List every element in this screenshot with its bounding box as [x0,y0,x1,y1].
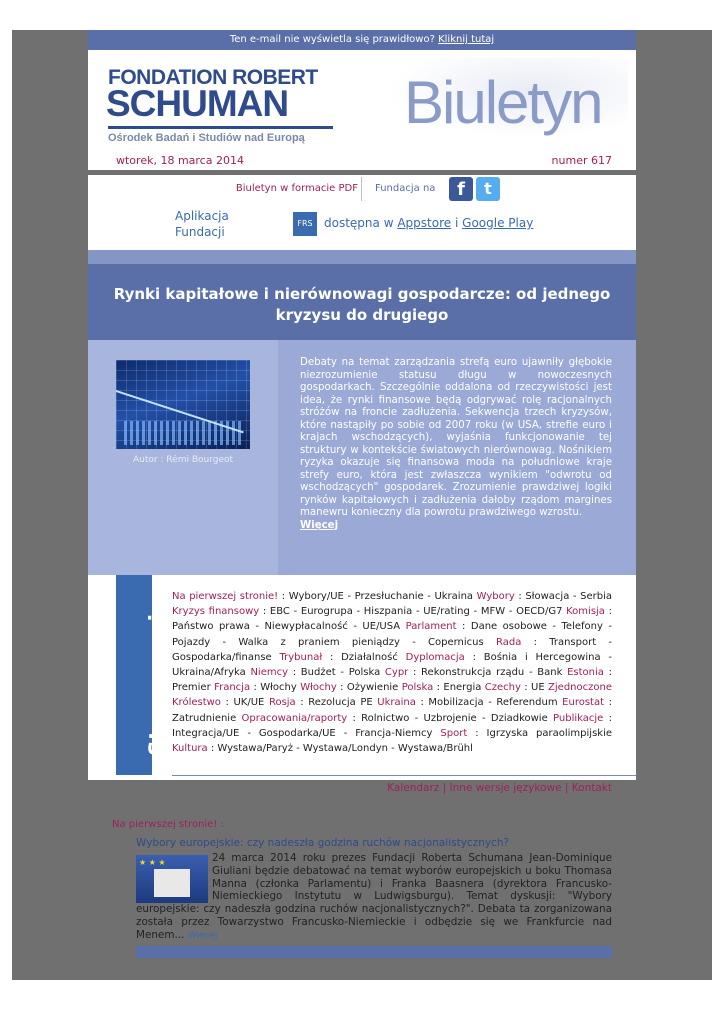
summary-topics: : Transport - Gospodarka/finanse [172,636,613,663]
frs-app-icon: FRS [293,212,317,236]
date-bar [88,150,636,170]
summary-topics: : UK/UE [220,697,269,709]
summary-category-link[interactable]: Cypr [384,667,409,679]
summary-category-link[interactable]: Publikacje [553,712,604,724]
ballot-box-image[interactable]: ★ ★ ★ [136,855,208,903]
summary-topics: : Rolnictwo - Uzbrojenie - Dziadkowie [347,712,554,724]
read-more-link[interactable]: Więcej [300,519,339,531]
and-text: i [454,216,459,230]
section-read-more-link[interactable]: Więcej [187,930,218,941]
summary-category-link[interactable]: Eurostat [562,697,605,709]
summary-topics: : UE [520,682,549,694]
link-separator: | [439,782,450,794]
summary-category-link[interactable]: Estonia [567,667,604,679]
pdf-link[interactable]: Biuletyn w formacie PDF [235,183,358,194]
app-label [175,208,229,240]
footer-links [88,782,612,794]
links-separator [361,177,362,201]
summary-topics: : Działalność [322,651,406,663]
section-article-body [136,852,612,943]
section-heading: Na pierwszej stronie! : [112,819,224,830]
bottom-bar [136,946,612,958]
link-separator: | [561,782,572,794]
summary-category-link[interactable]: Ukraina [377,697,416,709]
summary-topics: : Rezolucja PE [295,697,378,709]
click-here-link[interactable]: Kliknij tutaj [438,34,495,45]
summary-topics: : EBC - Eurogrupa - Hiszpania - UE/rating - MFW - OECD/G7 [259,606,567,618]
available-text: dostępna w [324,216,394,230]
contact-link[interactable]: Kontakt [571,782,612,794]
summary-category-link[interactable]: Zjednoczone Królestwo [172,682,612,709]
summary-category-link[interactable]: Parlament [405,621,457,633]
summary-category-link[interactable]: Opracowania/raporty [241,712,348,724]
stock-chart-image[interactable] [116,360,250,449]
summary-divider [172,775,636,776]
summary-topics: : Dane osobowe - Telefony - Pojazdy - Walka z praniem pieniądzy - Copernicus [172,621,612,648]
summary-category-link[interactable]: Komisja [566,606,605,618]
links-bar [88,175,636,250]
summary-topics: : Włochy [250,682,301,694]
issue-date: wtorek, 18 marca 2014 [116,154,244,167]
summary-category-link[interactable]: Kultura [172,743,208,755]
top-notice-bar [88,30,636,50]
article-body [300,357,612,532]
summary-topics: : Premier [172,667,612,694]
facebook-icon[interactable]: f [449,177,473,201]
section-article-title[interactable]: Wybory europejskie: czy nadeszła godzina ruchów nacjonalistycznych? [136,837,510,849]
logo-line2: SCHUMAN [106,83,289,124]
article [88,340,636,575]
notice-text: Ten e-mail nie wyświetla się prawidłowo? [229,34,435,45]
summary-category-link[interactable]: Wybory [476,591,515,602]
summary-topics: : Wybory/UE - Przesłuchanie - Ukraina [278,591,477,602]
app-label-line1: Aplikacja [175,209,229,223]
summary-section [88,575,636,780]
summary-category-link[interactable]: Francja [214,682,251,694]
summary-topics: : Państwo prawa - Niewypłacalność - UE/USA [172,606,613,633]
other-languages-link[interactable]: Inne wersje językowe [449,782,562,794]
summary-topics: : Igrzyska paraolimpijskie [467,727,613,739]
summary-category-link[interactable]: Włochy [300,682,337,694]
summary-topics: : Mobilizacja - Referendum [415,697,563,709]
twitter-icon[interactable]: t [476,177,500,201]
googleplay-link[interactable]: Google Play [462,216,534,230]
fundacja-label: Fundacja na [375,183,436,194]
header [88,50,636,170]
summary-topics: : Wystawa/Paryż - Wystawa/Londyn - Wystawa/Brühl [207,743,473,755]
logo-line1: FONDATION ROBERT [108,66,318,89]
calendar-link[interactable]: Kalendarz [387,782,440,794]
logo-tagline: Ośrodek Badań i Studiów nad Europą [108,132,305,144]
summary-category-link[interactable]: Dyplomacja [405,651,465,663]
summary-topics: : Słowacja - Serbia [514,591,613,602]
summary-category-link[interactable]: Polska [401,682,434,694]
summary-text [172,589,612,756]
article-body-text: Debaty na temat zarządzania strefą euro ujawniły głębokie niezrozumienie statusu długu w nowoczesnych gospodarkach. Szczególnie oddalona od rzeczywistości jest idea, że rynki finansowe będą odgrywać rolę racjonalnych stróżów na froncie zadłużenia. Sekwencja trzech kryzysów, które nastąpiły po sobie od 2007 roku (w USA, strefie euro i krajach wschodzących), wyjaśnia funkcjonowanie tej struktury w kontekście światowych nierównowag. Nośnikiem ryzyka okazuje się finansowa moda na południowe kraje strefy euro, która jest zwłaszcza wynikiem "odwrotu od wschodzących" gospodarek. Zrozumienie prawdziwej logiki rynków kapitałowych i zadłużenia dałoby rządom margines manewru konieczny dla powrotu prawdziwego wzrostu. [300,357,612,518]
summary-category-link[interactable]: Niemcy [250,667,289,679]
article-title[interactable]: Rynki kapitałowe i nierównowagi gospodarcze: od jednego kryzysu do drugiego [113,285,611,324]
summary-category-link[interactable]: Trybunał [279,651,323,663]
store-links [324,216,533,230]
summary-topics: : Ożywienie [336,682,402,694]
summary-topics: : Rekonstrukcja rządu - Bank [408,667,568,679]
appstore-link[interactable]: Appstore [397,216,452,230]
app-label-line2: Fundacji [175,225,225,239]
summary-topics: : Energia [433,682,485,694]
header-title: Biuletyn [404,69,602,136]
article-left-column [88,340,278,575]
issue-number: numer 617 [551,154,612,167]
summary-category-link[interactable]: Rada [495,636,522,648]
summary-topics: : Integracja/UE - Gospodarka/UE - Francja-Niemcy [172,712,612,739]
summary-category-link[interactable]: Czechy [484,682,521,694]
summary-topics: : Bośnia i Hercegowina - Ukraina/Afryka [172,651,612,679]
summary-label-text: Streszczenie [146,599,171,756]
newsletter [88,30,636,980]
summary-category-link[interactable]: Rosja [268,697,296,709]
summary-topics: : Budżet - Polska [288,667,385,679]
summary-category-link[interactable]: Sport [440,727,468,739]
article-title-box [88,250,636,340]
section-article-text: 24 marca 2014 roku prezes Fundacji Roberta Schumana Jean-Dominique Giuliani będzie debatować na temat wyborów europejskich u boku Thomasa Manna (członka Parlamentu) i Franka Baasnera (dyrektora Francusko-Niemieckiego Instytutu w Ludwigsburgu). Temat dyskusji: "Wybory europejskie: czy nadeszła godzina ruchów nacjonalistycznych?". Debata ta zorganizowana została przez Towarzystwo Francusko-Niemieckie i odbędzie się we Frankfurcie nad Menem... [136,852,612,941]
summary-category-link[interactable]: Na pierwszej stronie! [172,591,279,602]
summary-vertical-label [116,575,171,775]
summary-topics: : Zatrudnienie [172,697,612,724]
summary-category-link[interactable]: Kryzys finansowy [172,606,260,618]
article-author: Autor : Rémi Bourgeot [132,455,234,465]
logo-divider [108,126,333,129]
